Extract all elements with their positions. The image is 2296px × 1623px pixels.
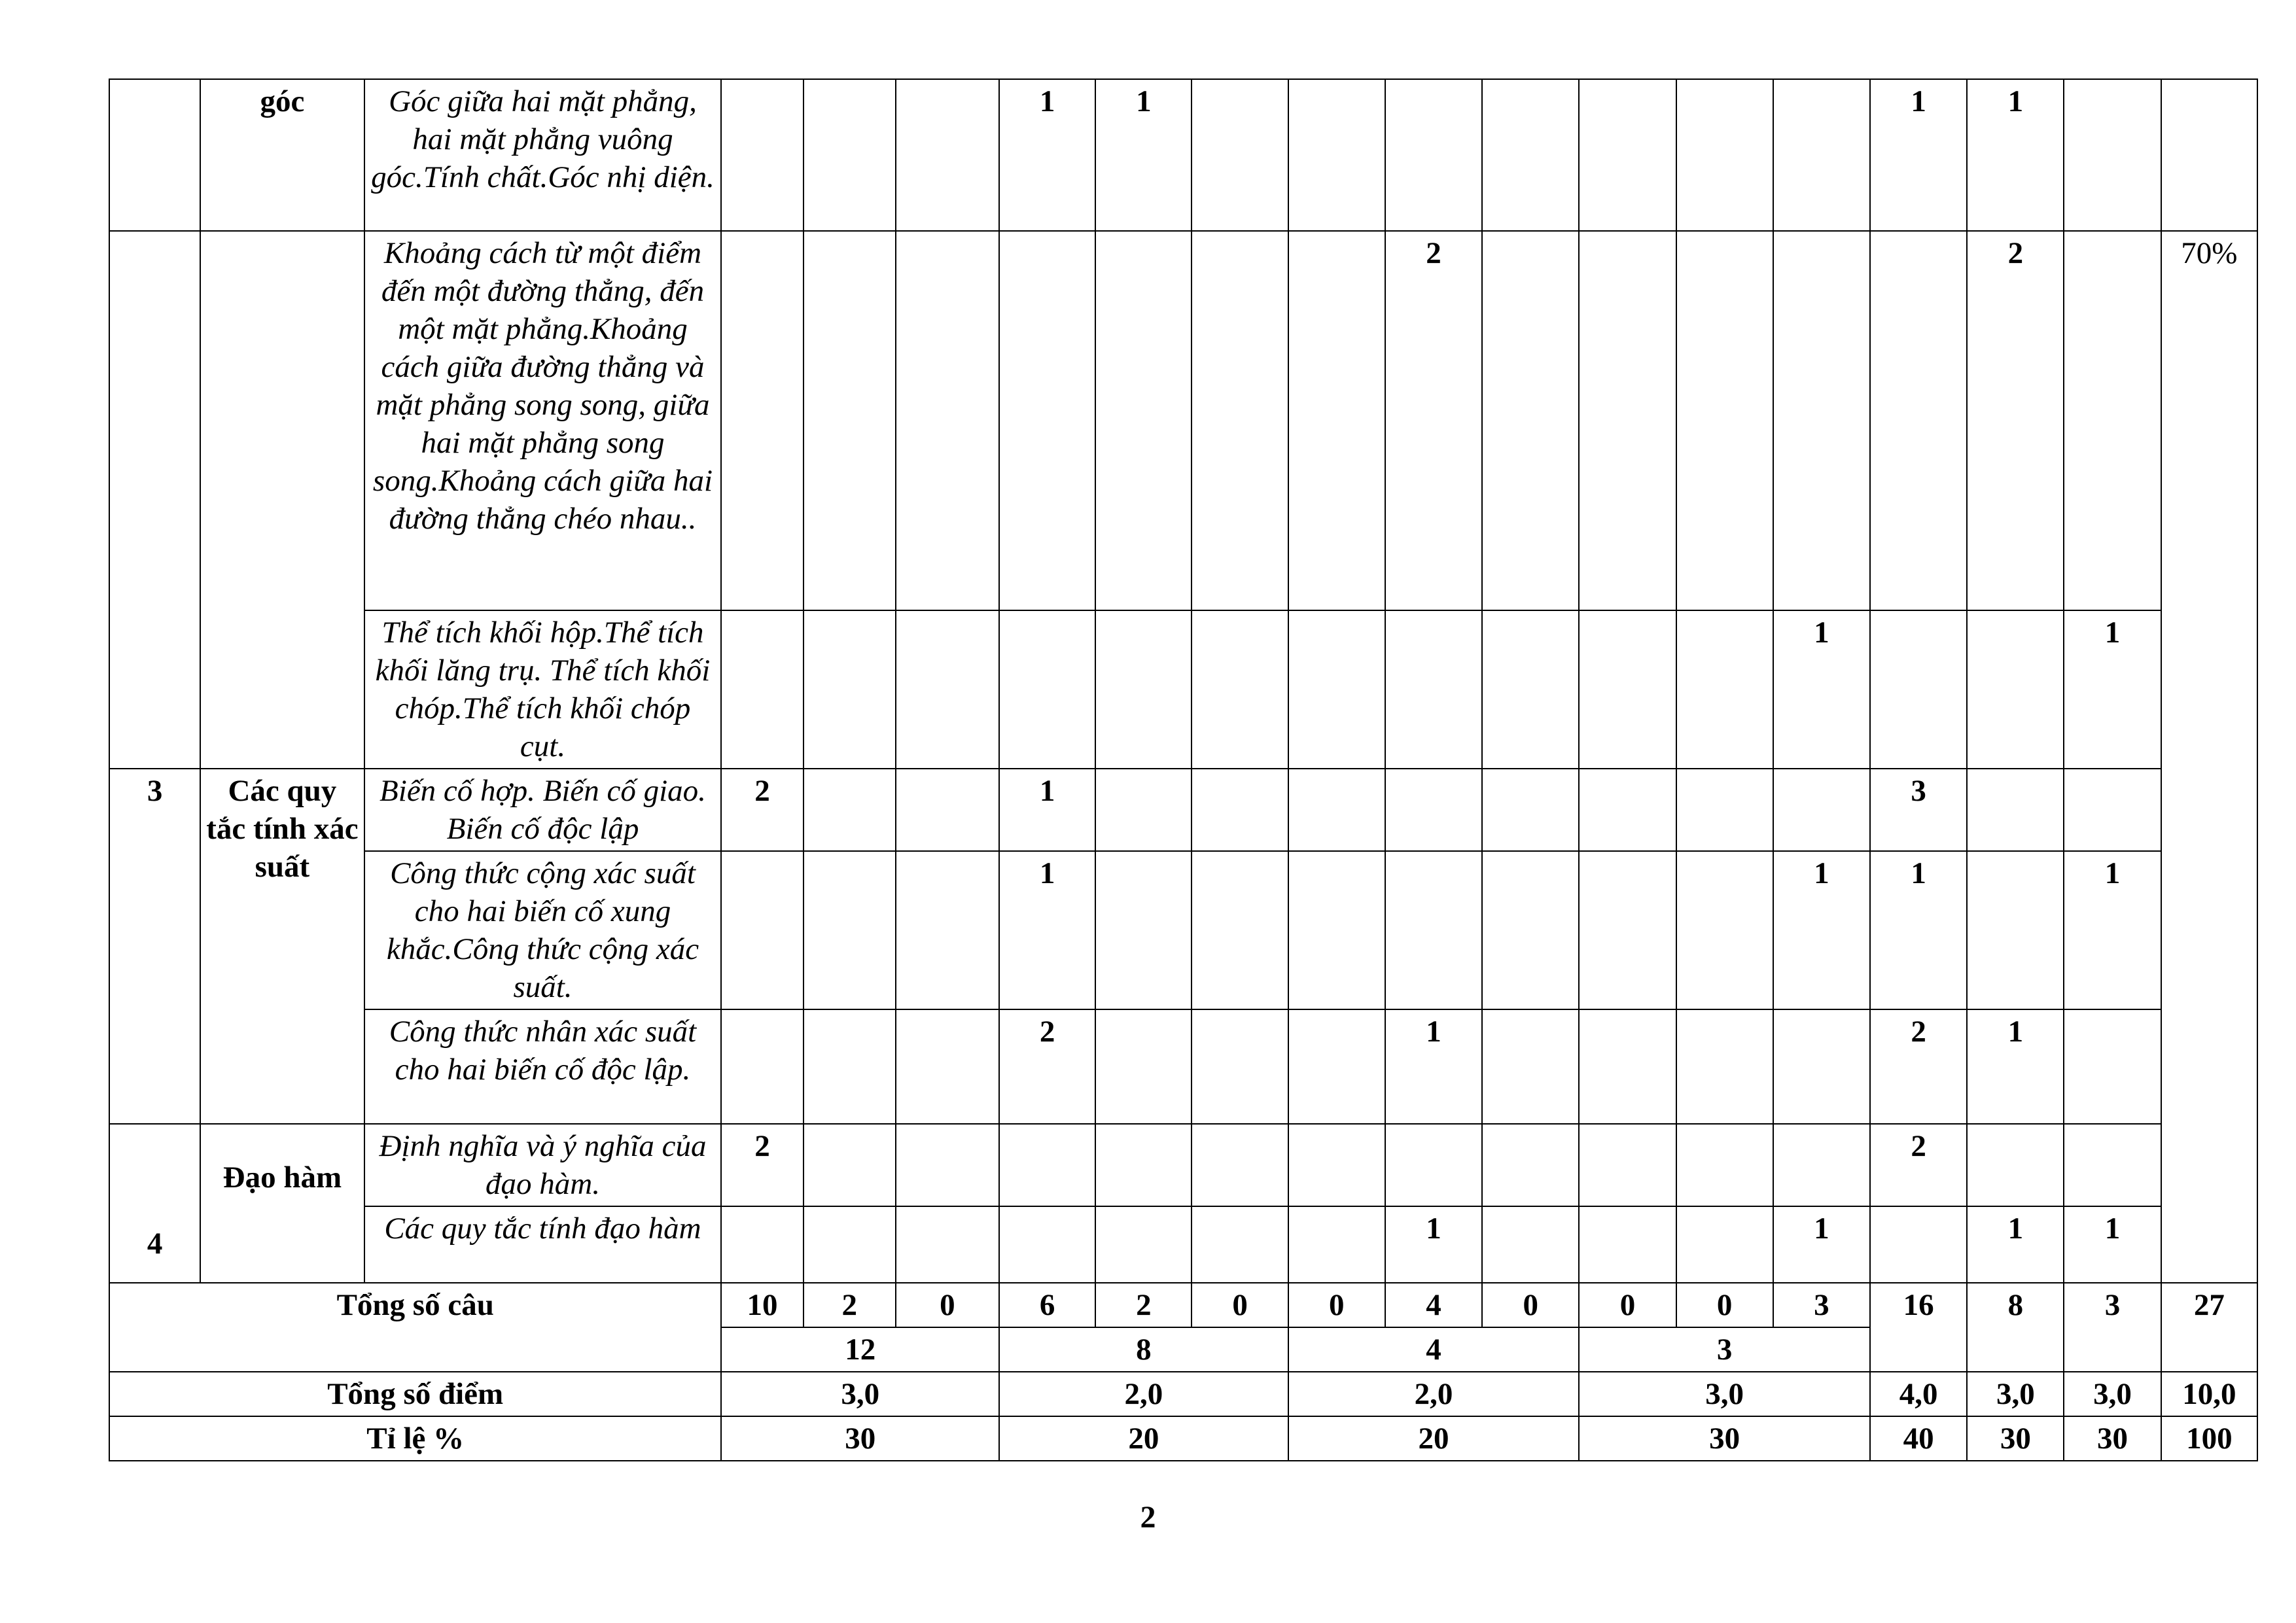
stt-cell: 3 <box>109 769 200 1124</box>
total-points-label: Tổng số điểm <box>109 1372 721 1416</box>
assessment-matrix-table <box>109 79 2258 1461</box>
value-cell: 1 <box>2064 610 2161 769</box>
value-cell <box>896 851 999 1009</box>
total-cell: 10 <box>721 1283 803 1327</box>
table-row <box>109 1124 2257 1206</box>
points-cell: 3,0 <box>2064 1372 2161 1416</box>
stt-cell <box>109 79 200 231</box>
value-cell <box>1676 769 1773 851</box>
value-cell <box>896 79 999 231</box>
group-cell: 12 <box>721 1327 999 1372</box>
points-cell: 2,0 <box>1288 1372 1580 1416</box>
value-cell <box>1192 1124 1288 1206</box>
value-cell <box>1676 851 1773 1009</box>
value-cell: 1 <box>999 769 1095 851</box>
value-cell: 1 <box>1385 1206 1482 1283</box>
value-cell <box>1095 231 1192 610</box>
value-cell: 2 <box>1967 231 2064 610</box>
value-cell <box>804 851 896 1009</box>
content-cell: Các quy tắc tính đạo hàm <box>364 1206 722 1283</box>
total-cell: 0 <box>896 1283 999 1327</box>
value-cell <box>1288 79 1385 231</box>
value-cell <box>1676 610 1773 769</box>
value-cell <box>1385 610 1482 769</box>
value-cell <box>1288 851 1385 1009</box>
value-cell: 1 <box>2064 851 2161 1009</box>
points-cell: 2,0 <box>999 1372 1288 1416</box>
value-cell <box>721 1206 803 1283</box>
value-cell: 1 <box>1967 79 2064 231</box>
value-cell: 2 <box>1870 1009 1967 1124</box>
value-cell <box>2064 231 2161 610</box>
value-cell: 1 <box>1773 851 1870 1009</box>
total-cell: 3 <box>1773 1283 1870 1327</box>
value-cell <box>1676 1206 1773 1283</box>
ratio-cell: 100 <box>2161 1416 2257 1461</box>
value-cell <box>1192 79 1288 231</box>
total-cell: 0 <box>1482 1283 1579 1327</box>
value-cell <box>1676 231 1773 610</box>
value-cell <box>1192 231 1288 610</box>
total-cell: 2 <box>1095 1283 1192 1327</box>
value-cell <box>721 851 803 1009</box>
value-cell <box>721 610 803 769</box>
value-cell <box>896 769 999 851</box>
content-cell: Công thức nhân xác suất cho hai biến cố độc lập. <box>364 1009 722 1124</box>
total-cell: 8 <box>1967 1283 2064 1372</box>
table-row <box>109 851 2257 1009</box>
value-cell <box>2064 79 2161 231</box>
value-cell <box>1288 231 1385 610</box>
value-cell <box>1288 769 1385 851</box>
value-cell <box>1095 1206 1192 1283</box>
total-cell: 0 <box>1676 1283 1773 1327</box>
value-cell <box>1676 1009 1773 1124</box>
value-cell <box>1579 1009 1676 1124</box>
value-cell: 2 <box>721 769 803 851</box>
value-cell <box>896 1009 999 1124</box>
value-cell <box>896 610 999 769</box>
ratio-cell: 30 <box>1579 1416 1870 1461</box>
value-cell <box>1192 610 1288 769</box>
value-cell <box>1385 1124 1482 1206</box>
value-cell <box>1967 610 2064 769</box>
total-cell: 0 <box>1288 1283 1385 1327</box>
value-cell <box>721 79 803 231</box>
value-cell: 1 <box>1773 610 1870 769</box>
content-cell: Thể tích khối hộp.Thể tích khối lăng trụ. Thể tích khối chóp.Thể tích khối chóp cụt. <box>364 610 722 769</box>
value-cell: 1 <box>1870 851 1967 1009</box>
value-cell <box>1579 610 1676 769</box>
value-cell <box>804 610 896 769</box>
value-cell <box>1192 1206 1288 1283</box>
points-cell: 4,0 <box>1870 1372 1967 1416</box>
total-cell: 16 <box>1870 1283 1967 1372</box>
total-cell: 0 <box>1579 1283 1676 1327</box>
table-row <box>109 1206 2257 1283</box>
total-cell: 6 <box>999 1283 1095 1327</box>
value-cell <box>1095 769 1192 851</box>
value-cell <box>1870 231 1967 610</box>
value-cell <box>1967 1124 2064 1206</box>
value-cell <box>804 1206 896 1283</box>
value-cell <box>999 1206 1095 1283</box>
total-cell: 0 <box>1192 1283 1288 1327</box>
value-cell <box>1288 1009 1385 1124</box>
value-cell <box>1482 231 1579 610</box>
value-cell <box>804 769 896 851</box>
value-cell <box>896 1206 999 1283</box>
content-cell: Góc giữa hai mặt phẳng, hai mặt phẳng vuông góc.Tính chất.Góc nhị diện. <box>364 79 722 231</box>
value-cell <box>1095 851 1192 1009</box>
value-cell <box>1773 769 1870 851</box>
value-cell <box>999 1124 1095 1206</box>
ratio-cell: 30 <box>2064 1416 2161 1461</box>
value-cell <box>1482 769 1579 851</box>
topic-cell: Đạo hàm <box>200 1124 364 1283</box>
value-cell <box>999 231 1095 610</box>
value-cell <box>2064 769 2161 851</box>
value-cell <box>1192 1009 1288 1124</box>
table-row <box>109 610 2257 769</box>
value-cell <box>1579 851 1676 1009</box>
value-cell <box>1579 79 1676 231</box>
blank-cell <box>2161 79 2257 231</box>
value-cell <box>804 1124 896 1206</box>
value-cell <box>1676 79 1773 231</box>
points-cell: 10,0 <box>2161 1372 2257 1416</box>
value-cell: 2 <box>1385 231 1482 610</box>
ratio-cell: 20 <box>1288 1416 1580 1461</box>
value-cell <box>1579 1206 1676 1283</box>
value-cell <box>1579 231 1676 610</box>
table-row <box>109 1009 2257 1124</box>
value-cell <box>1482 610 1579 769</box>
value-cell <box>804 79 896 231</box>
table-row <box>109 79 2257 231</box>
topic-cell: Các quy tắc tính xác suất <box>200 769 364 1124</box>
percent-cell: 70% <box>2161 231 2257 1283</box>
group-cell: 3 <box>1579 1327 1870 1372</box>
value-cell: 3 <box>1870 769 1967 851</box>
content-cell: Biến cố hợp. Biến cố giao. Biến cố độc lập <box>364 769 722 851</box>
group-cell: 8 <box>999 1327 1288 1372</box>
value-cell <box>1385 769 1482 851</box>
topic-cell <box>200 231 364 769</box>
value-cell <box>1095 610 1192 769</box>
value-cell <box>804 231 896 610</box>
value-cell <box>1579 1124 1676 1206</box>
value-cell <box>896 231 999 610</box>
total-cell: 27 <box>2161 1283 2257 1372</box>
value-cell <box>1385 79 1482 231</box>
value-cell: 1 <box>1773 1206 1870 1283</box>
value-cell <box>1773 1009 1870 1124</box>
value-cell <box>2064 1124 2161 1206</box>
value-cell <box>1192 851 1288 1009</box>
total-cell: 3 <box>2064 1283 2161 1372</box>
ratio-cell: 20 <box>999 1416 1288 1461</box>
value-cell: 2 <box>721 1124 803 1206</box>
matrix-body <box>109 79 2257 1461</box>
ratio-cell: 30 <box>721 1416 999 1461</box>
value-cell: 1 <box>1967 1009 2064 1124</box>
ratio-cell: 40 <box>1870 1416 1967 1461</box>
ratio-cell: 30 <box>1967 1416 2064 1461</box>
value-cell: 1 <box>2064 1206 2161 1283</box>
group-cell: 4 <box>1288 1327 1580 1372</box>
value-cell <box>1288 1206 1385 1283</box>
value-cell: 1 <box>999 79 1095 231</box>
total-questions-label: Tổng số câu <box>109 1283 721 1372</box>
value-cell <box>721 231 803 610</box>
total-questions-row <box>109 1283 2257 1327</box>
page-number: 2 <box>1140 1500 1156 1535</box>
table-row <box>109 231 2257 610</box>
value-cell <box>721 1009 803 1124</box>
value-cell <box>1579 769 1676 851</box>
value-cell: 1 <box>1095 79 1192 231</box>
content-cell: Công thức cộng xác suất cho hai biến cố xung khắc.Công thức cộng xác suất. <box>364 851 722 1009</box>
stt-cell <box>109 231 200 769</box>
topic-cell: góc <box>200 79 364 231</box>
value-cell: 1 <box>1385 1009 1482 1124</box>
value-cell <box>1192 769 1288 851</box>
value-cell: 1 <box>1967 1206 2064 1283</box>
value-cell <box>1095 1124 1192 1206</box>
content-cell: Khoảng cách từ một điểm đến một đường thẳng, đến một mặt phẳng.Khoảng cách giữa đường thẳng và mặt phẳng song song, giữa hai mặt phẳng song song.Khoảng cách giữa hai đường thẳng chéo nhau.. <box>364 231 722 610</box>
stt-cell: 4 <box>109 1124 200 1283</box>
value-cell <box>1482 79 1579 231</box>
value-cell <box>1870 610 1967 769</box>
value-cell <box>2064 1009 2161 1124</box>
value-cell <box>804 1009 896 1124</box>
value-cell <box>1870 1206 1967 1283</box>
value-cell <box>1773 231 1870 610</box>
value-cell <box>1482 851 1579 1009</box>
content-cell: Định nghĩa và ý nghĩa của đạo hàm. <box>364 1124 722 1206</box>
value-cell: 2 <box>1870 1124 1967 1206</box>
value-cell <box>1967 851 2064 1009</box>
value-cell <box>1482 1206 1579 1283</box>
value-cell <box>1482 1009 1579 1124</box>
value-cell <box>1773 1124 1870 1206</box>
total-cell: 2 <box>804 1283 896 1327</box>
value-cell <box>1482 1124 1579 1206</box>
total-points-row <box>109 1372 2257 1416</box>
value-cell <box>1676 1124 1773 1206</box>
value-cell: 2 <box>999 1009 1095 1124</box>
points-cell: 3,0 <box>1579 1372 1870 1416</box>
points-cell: 3,0 <box>721 1372 999 1416</box>
value-cell <box>1385 851 1482 1009</box>
ratio-label: Tỉ lệ % <box>109 1416 721 1461</box>
value-cell: 1 <box>999 851 1095 1009</box>
value-cell <box>1967 769 2064 851</box>
value-cell <box>1773 79 1870 231</box>
ratio-row <box>109 1416 2257 1461</box>
total-cell: 4 <box>1385 1283 1482 1327</box>
points-cell: 3,0 <box>1967 1372 2064 1416</box>
table-row <box>109 769 2257 851</box>
value-cell: 1 <box>1870 79 1967 231</box>
value-cell <box>999 610 1095 769</box>
value-cell <box>1288 1124 1385 1206</box>
value-cell <box>1095 1009 1192 1124</box>
value-cell <box>896 1124 999 1206</box>
value-cell <box>1288 610 1385 769</box>
